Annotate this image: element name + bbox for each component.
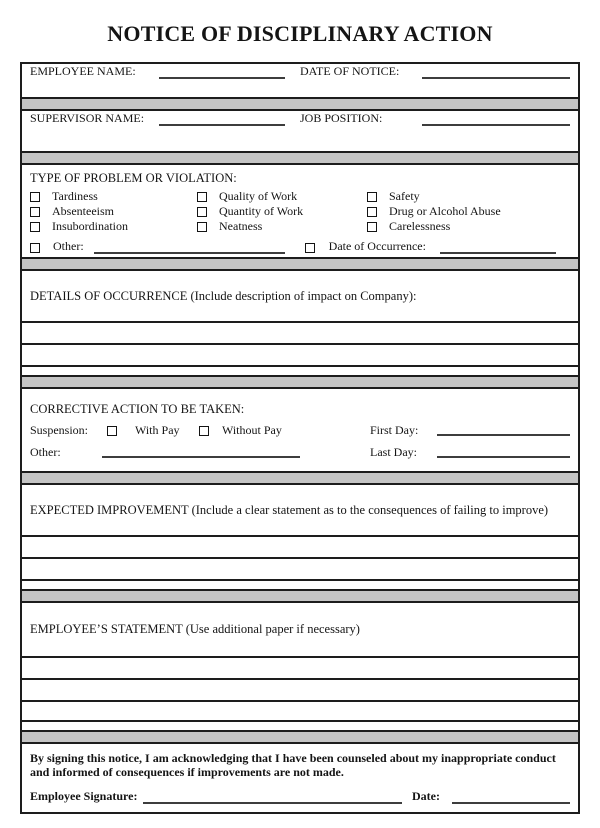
- section-violation-type: [22, 165, 578, 257]
- section-divider: [22, 151, 578, 165]
- without-pay-label: Without Pay: [222, 423, 282, 437]
- disciplinary-action-form: [20, 62, 580, 814]
- date-of-notice-label: DATE OF NOTICE:: [300, 64, 400, 78]
- other-action-input[interactable]: [102, 456, 300, 458]
- checkbox-neatness[interactable]: [197, 222, 207, 232]
- section-corrective-action: [22, 389, 578, 471]
- statement-writing-line[interactable]: [22, 700, 578, 720]
- job-position-input[interactable]: [422, 113, 570, 126]
- suspension-label: Suspension:: [30, 423, 89, 437]
- page-title: NOTICE OF DISCIPLINARY ACTION: [107, 21, 493, 46]
- checkbox-absenteeism[interactable]: [30, 207, 40, 217]
- details-spacer-line: [22, 365, 578, 375]
- violation-option-label: Quality of Work: [219, 189, 298, 203]
- violation-option-label: Quantity of Work: [219, 204, 304, 218]
- employee-name-label: EMPLOYEE NAME:: [30, 64, 136, 78]
- details-writing-line[interactable]: [22, 343, 578, 365]
- job-position-label: JOB POSITION:: [300, 111, 383, 125]
- other-violation-input[interactable]: [94, 241, 285, 254]
- employee-name-input[interactable]: [159, 66, 285, 79]
- improvement-writing-line[interactable]: [22, 557, 578, 579]
- first-day-label: First Day:: [370, 423, 419, 437]
- signature-date-label: Date:: [412, 789, 440, 803]
- checkbox-safety[interactable]: [367, 192, 377, 202]
- section-divider: [22, 589, 578, 603]
- improvement-spacer-line: [22, 579, 578, 589]
- section-divider: [22, 97, 578, 111]
- section-divider: [22, 375, 578, 389]
- date-of-occurrence-label: Date of Occurrence:: [328, 239, 426, 253]
- supervisor-name-label: SUPERVISOR NAME:: [30, 111, 145, 125]
- section-divider: [22, 730, 578, 744]
- section-supervisor-info: [22, 111, 578, 151]
- checkbox-drug-or-alcohol-abuse[interactable]: [367, 207, 377, 217]
- employee-signature-label: Employee Signature:: [30, 789, 138, 803]
- violation-options-grid: [30, 189, 570, 234]
- checkbox-quality-of-work[interactable]: [197, 192, 207, 202]
- date-of-notice-input[interactable]: [422, 66, 570, 79]
- supervisor-name-input[interactable]: [159, 113, 285, 126]
- checkbox-other-violation[interactable]: [30, 243, 40, 253]
- violation-option-label: Tardiness: [52, 189, 98, 203]
- last-day-label: Last Day:: [370, 445, 417, 459]
- violation-option-label: Insubordination: [52, 219, 128, 233]
- with-pay-label: With Pay: [135, 423, 180, 437]
- improvement-section-heading: EXPECTED IMPROVEMENT (Include a clear statement as to the consequences of failing to improve): [30, 502, 549, 517]
- details-section-heading: DETAILS OF OCCURRENCE (Include description of impact on Company):: [30, 288, 417, 303]
- violation-option-label: Absenteeism: [52, 204, 114, 218]
- checkbox-insubordination[interactable]: [30, 222, 40, 232]
- details-writing-line[interactable]: [22, 321, 578, 343]
- checkbox-carelessness[interactable]: [367, 222, 377, 232]
- section-employee-statement: [22, 603, 578, 730]
- statement-spacer-line: [22, 720, 578, 730]
- last-day-input[interactable]: [437, 456, 570, 458]
- violation-section-heading: TYPE OF PROBLEM OR VIOLATION:: [30, 171, 237, 185]
- violation-option-label: Safety: [389, 189, 420, 203]
- checkbox-with-pay[interactable]: [107, 426, 117, 436]
- section-divider: [22, 257, 578, 271]
- statement-writing-line[interactable]: [22, 656, 578, 678]
- corrective-section-heading: CORRECTIVE ACTION TO BE TAKEN:: [30, 402, 245, 416]
- violation-option-label: Drug or Alcohol Abuse: [389, 204, 501, 218]
- date-of-occurrence-input[interactable]: [440, 241, 556, 254]
- employee-signature-input[interactable]: [143, 791, 402, 804]
- violation-option-label: Carelessness: [389, 219, 451, 233]
- other-violation-label: Other:: [53, 239, 84, 253]
- section-expected-improvement: [22, 485, 578, 589]
- checkbox-without-pay[interactable]: [199, 426, 209, 436]
- first-day-input[interactable]: [437, 434, 570, 436]
- section-details-of-occurrence: [22, 271, 578, 375]
- section-divider: [22, 471, 578, 485]
- checkbox-date-of-occurrence[interactable]: [305, 243, 315, 253]
- checkbox-quantity-of-work[interactable]: [197, 207, 207, 217]
- improvement-writing-line[interactable]: [22, 535, 578, 557]
- other-action-label: Other:: [30, 445, 61, 459]
- statement-writing-line[interactable]: [22, 678, 578, 700]
- violation-option-label: Neatness: [219, 219, 263, 233]
- section-acknowledgment: [22, 744, 578, 812]
- checkbox-tardiness[interactable]: [30, 192, 40, 202]
- statement-section-heading: EMPLOYEE’S STATEMENT (Use additional paper if necessary): [30, 622, 360, 636]
- acknowledgment-text: By signing this notice, I am acknowledging that I have been counseled about my inappropriate conduct and informed of consequences if improvements are not made.: [30, 751, 556, 779]
- signature-date-input[interactable]: [452, 791, 570, 804]
- section-employee-info: [22, 64, 578, 97]
